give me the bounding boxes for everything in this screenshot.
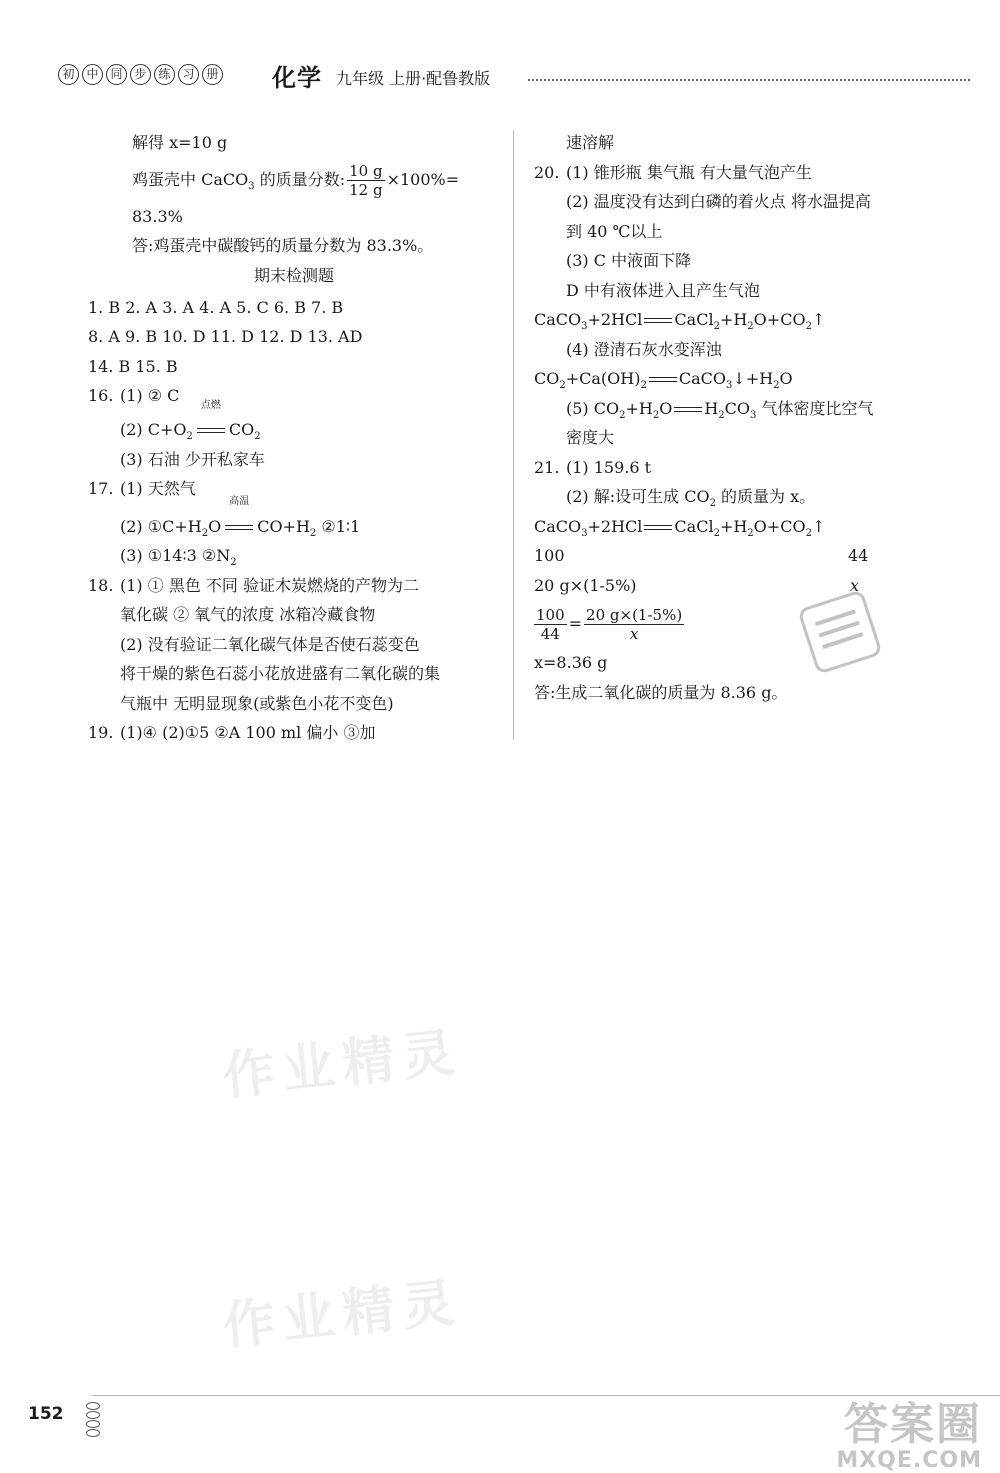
page-number: 152 [28, 1404, 64, 1424]
equation-line: CaCO$_3$+2HCl $CaCl_2+H_2O+CO_2↑$ [534, 516, 826, 539]
answer-line: (2) 没有验证二氧化碳气体是否使石蕊变色 [120, 634, 420, 654]
answer-line: 鸡蛋壳中 CaCO$_3$ 的质量分数: $\frac{10 g}{12 g}$ ×100%= [132, 161, 460, 199]
series-char: 册 [202, 64, 223, 85]
mass-line: 20 g×(1-5%) x [534, 575, 860, 595]
binding-marks-icon [86, 1402, 100, 1436]
right-column [534, 128, 954, 707]
question-number: 21. [534, 457, 560, 477]
question-number: 16. [88, 386, 114, 405]
proportion-line: $\frac{100}{44}$ = $\frac{20 g\times(1-5\%)}{x}$ [536, 606, 683, 643]
answer-line: 8. A 9. B 10. D 11. D 12. D 13. AD [88, 327, 363, 346]
series-char: 同 [106, 64, 127, 85]
left-column [88, 128, 500, 748]
answer-line: 16. (1) ② C [88, 381, 500, 411]
equation-line: (2) $①C+H_2O$ 高温 $CO+H_2$ ②1∶1 [120, 496, 361, 540]
answer-line: 答:生成二氧化碳的质量为 8.36 g。 [534, 682, 788, 702]
answer-line: 气瓶中 无明显现象(或紫色小花不变色) [120, 693, 394, 713]
equation-line: $CO_2+Ca(OH)_2$ $CaCO_3↓+H_2O$ [534, 369, 793, 392]
section-title: 期末检测题 [253, 265, 334, 285]
fraction: $\frac{10 g}{12 g}$ [349, 161, 383, 199]
question-number: 19. [88, 723, 114, 742]
answer-line: (3) ①14∶3 $②N_2$ [120, 546, 237, 569]
watermark-text: 作业精灵 [220, 1022, 466, 1108]
edition-label: 九年级 上册·配鲁教版 [336, 69, 491, 88]
watermark-text: 作业精灵 [220, 1272, 466, 1358]
series-char: 练 [154, 64, 175, 85]
gas-arrow-icon: ↑ [811, 516, 826, 536]
answer-line: 密度大 [566, 428, 615, 447]
answer-line: x=8.36 g [534, 653, 608, 672]
mass-line: 100 44 [534, 546, 869, 565]
answer-line: 1. B 2. A 3. A 4. A 5. C 6. B 7. B [88, 297, 344, 317]
answer-line: 速溶解 [566, 133, 615, 152]
answer-line: D 中有液体进入且产生气泡 [566, 280, 760, 300]
answer-line: 解得 x=10 g [132, 133, 228, 152]
column-divider [513, 130, 514, 740]
answer-line: 氧化碳 ② 氧气的浓度 冰箱冷藏食物 [120, 605, 376, 624]
series-char: 步 [130, 64, 151, 85]
answer-line: 到 40 ℃以上 [566, 221, 663, 241]
answer-line: 答:鸡蛋壳中碳酸钙的质量分数为 83.3%。 [132, 236, 434, 255]
answer-line: 21. (1) 159.6 t [534, 453, 954, 483]
series-char: 中 [82, 64, 103, 85]
series-title [58, 64, 226, 85]
answer-line: (4) 澄清石灰水变浑浊 [566, 339, 722, 359]
site-watermark: 答案圈 MXQE.COM [836, 1399, 982, 1473]
equation-line: (5) $CO_2+H_2O$ $H_2CO_3$ 气体密度比空气 [566, 398, 874, 421]
header-dotted-rule [528, 79, 970, 81]
answer-line: 将干燥的紫色石蕊小花放进盛有二氧化碳的集 [120, 664, 441, 683]
answer-line: (2) 解:设可生成 $CO_2$ 的质量为 x。 [566, 487, 816, 510]
equation-line: CaCO$_3$+2HCl $CaCl_2+H_2O+CO_2↑$ [534, 310, 826, 333]
answer-line: (3) 石油 少开私家车 [120, 449, 265, 469]
gas-arrow-icon: ↑ [811, 310, 826, 329]
answer-line: 14. B 15. B [88, 356, 178, 376]
answer-line: 18. (1) ① 黑色 不同 验证木炭燃烧的产物为二 [88, 571, 500, 601]
question-number: 17. [88, 479, 114, 498]
question-number: 20. [534, 162, 560, 182]
series-char: 习 [178, 64, 199, 85]
answer-line: 19. (1)④ (2)①5 ②A 100 ml 偏小 ③加 [88, 718, 500, 748]
answer-line: (2) 温度没有达到白磷的着火点 将水温提高 [566, 192, 871, 211]
equation-line: (2) $C+O_2$ 点燃 $CO_2$ [120, 399, 261, 442]
question-number: 18. [88, 575, 114, 595]
answer-line: 83.3% [132, 206, 183, 226]
answer-line: 17. (1) 天然气 [88, 474, 500, 507]
footer-rule [92, 1395, 1000, 1396]
answer-line: 20. (1) 锥形瓶 集气瓶 有大量气泡产生 [534, 158, 954, 188]
series-char: 初 [58, 64, 79, 85]
subject-title: 化学 [272, 64, 322, 92]
answer-line: (3) C 中液面下降 [566, 251, 692, 270]
page-header [58, 62, 970, 92]
